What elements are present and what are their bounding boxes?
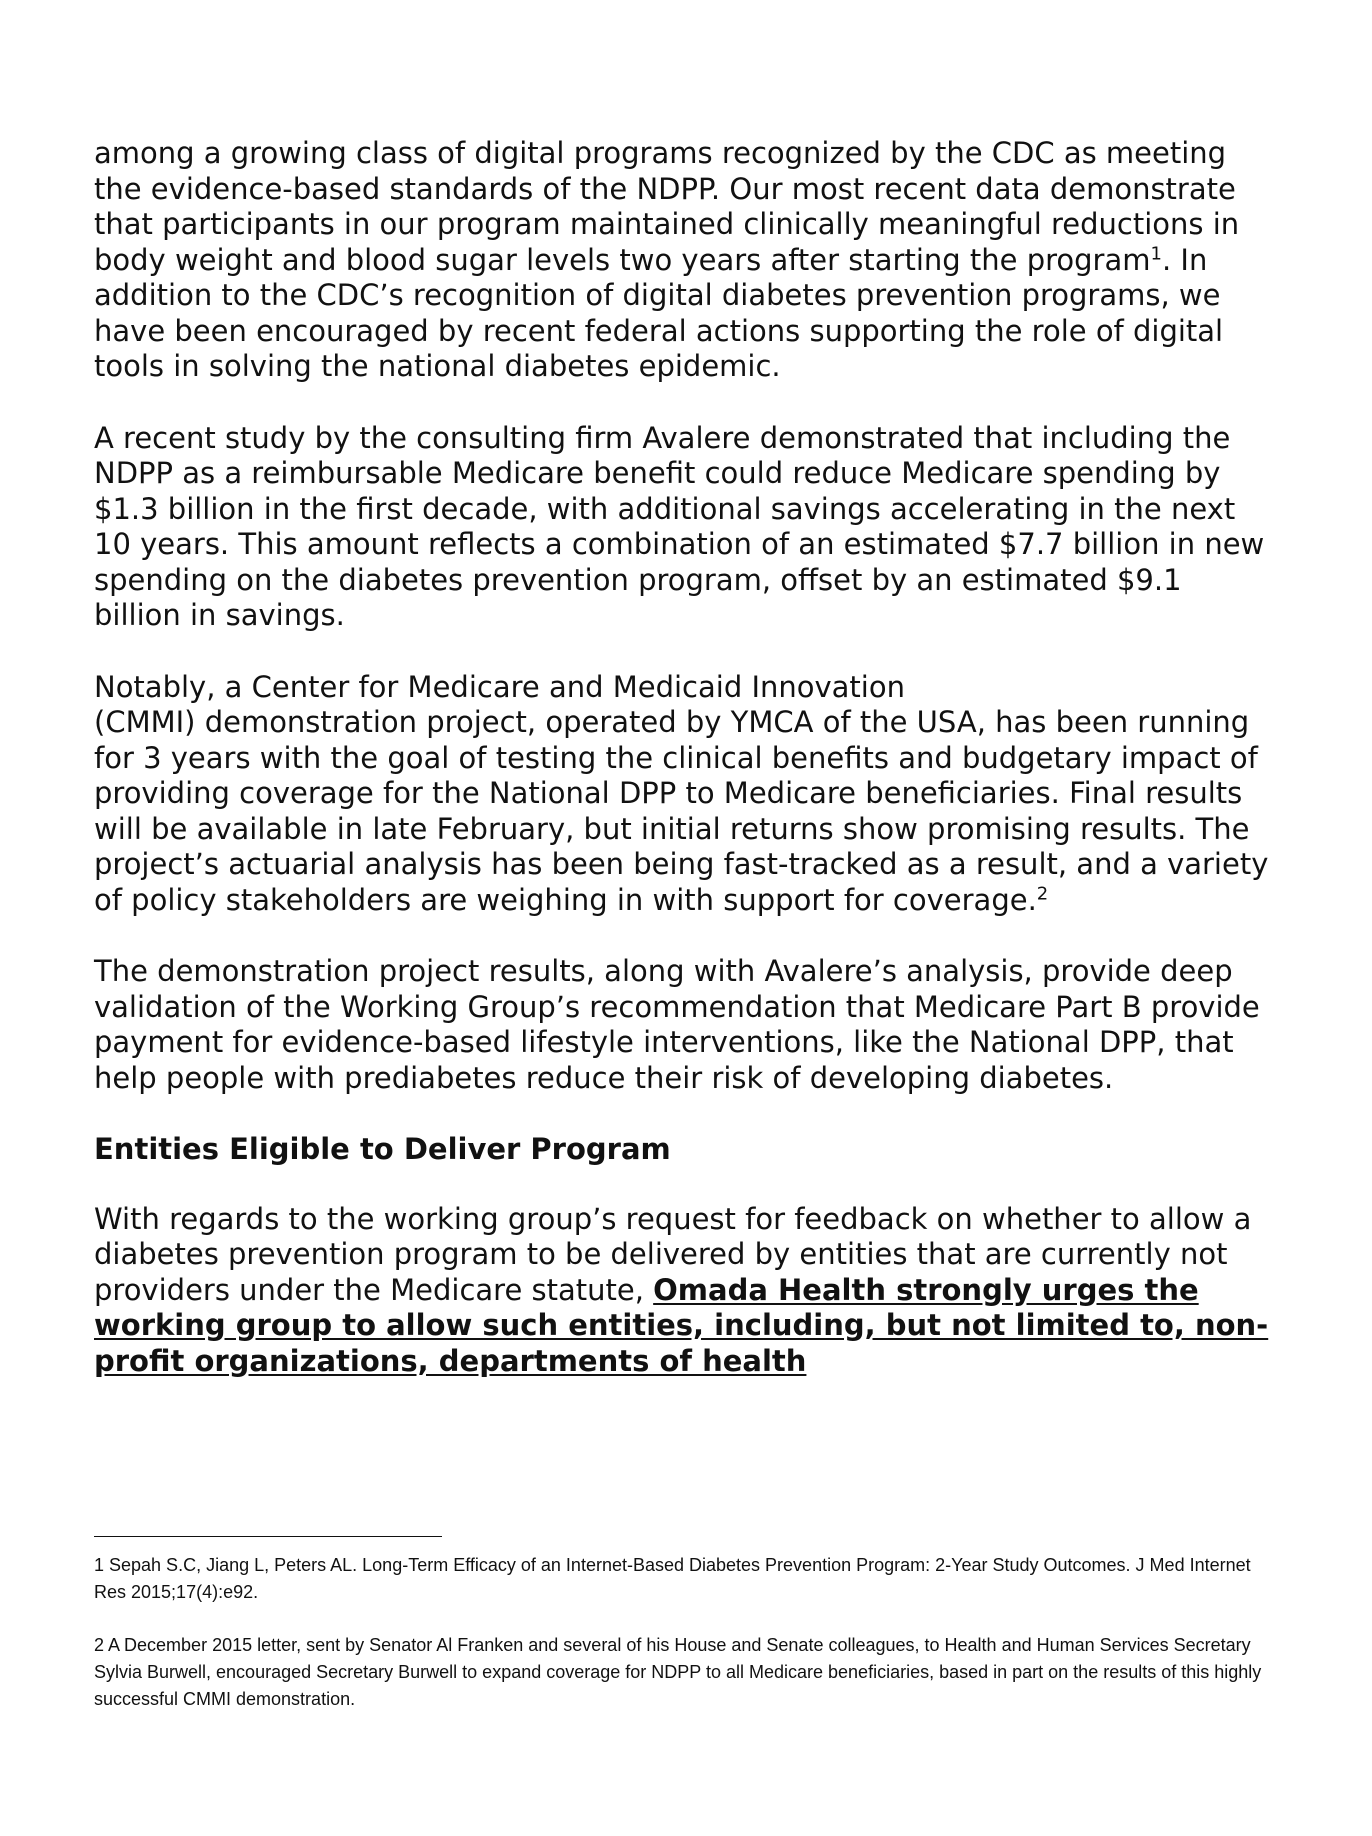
body-text <box>94 136 1274 1415</box>
paragraph-avalere-study: A recent study by the consulting firm Avalere demonstrated that including the NDPP as a reimbursable Medicare benefit could reduce Medicare spending by $1.3 billion in the first decade, with additional savings accelerating in the next 10 years. This amount reflects a combination of an estimated $7.7 billion in new spending on the diabetes prevention program, offset by an estimated $9.1 billion in savings. <box>94 420 1265 632</box>
paragraph-text: (CMMI) demonstration project, operated by YMCA of the USA, has been running for 3 years with the goal of testing the clinical benefits and budgetary impact of providing coverage for the National DPP to Medicare beneficiaries. Final results will be available in late February, but initial returns show promising results. The project’s actuarial analysis has been being fast-tracked as a result, and a variety of policy stakeholders are weighing in with support for coverage. <box>94 705 1269 917</box>
paragraph-validation: The demonstration project results, along with Avalere’s analysis, provide deep validation of the Working Group’s recommendation that Medicare Part B provide payment for evidence-based lifestyle interventions, like the National DPP, that help people with prediabetes reduce their risk of developing diabetes. <box>94 954 1260 1095</box>
paragraph-text: With regards to the working group’s request for feedback on whether to allow a diabetes prevention program to be delivered by entities that are currently not providers under the Medicare statute, <box>94 1201 1252 1307</box>
section-heading: Entities Eligible to Deliver Program <box>94 1132 671 1166</box>
paragraph-text: Notably, a Center for Medicare and Medicaid Innovation <box>94 669 905 704</box>
emphasized-recommendation: Omada Health strongly urges the working group to allow such entities, including, but not limited to, non-profit organizations, departments of health <box>94 1272 1269 1378</box>
paragraph-entities <box>94 1202 1274 1380</box>
footnote-ref-2[interactable]: 2 <box>1036 882 1049 904</box>
paragraph-cmmi-demonstration <box>94 670 1274 919</box>
footnotes <box>94 1552 1284 1739</box>
footnote-separator <box>94 1536 442 1537</box>
footnote-2: 2 A December 2015 letter, sent by Senator Al Franken and several of his House and Senate colleagues, to Health and Human Services Secretary Sylvia Burwell, encouraged Secretary Burwell to expand coverage for NDPP to all Medicare beneficiaries, based in part on the results of this highly successful CMMI demonstration. <box>94 1635 1262 1709</box>
footnote-ref-1[interactable]: 1 <box>1150 242 1162 264</box>
paragraph-text: . In addition to the CDC’s recognition of digital diabetes prevention programs, we have been encouraged by recent federal actions supporting the role of digital tools in solving the national diabetes epidemic. <box>94 242 1224 383</box>
paragraph-text: among a growing class of digital programs recognized by the CDC as meeting the evidence-based standards of the NDPP. Our most recent data demonstrate that participants in our program maintained clinically meaningful reductions in body weight and blood sugar levels two years after starting the program <box>94 136 1240 277</box>
paragraph-digital-programs <box>94 136 1274 385</box>
footnote-1: 1 Sepah S.C, Jiang L, Peters AL. Long-Term Efficacy of an Internet-Based Diabetes Prevention Program: 2-Year Study Outcomes. J Med Internet Res 2015;17(4):e92. <box>94 1555 1251 1602</box>
